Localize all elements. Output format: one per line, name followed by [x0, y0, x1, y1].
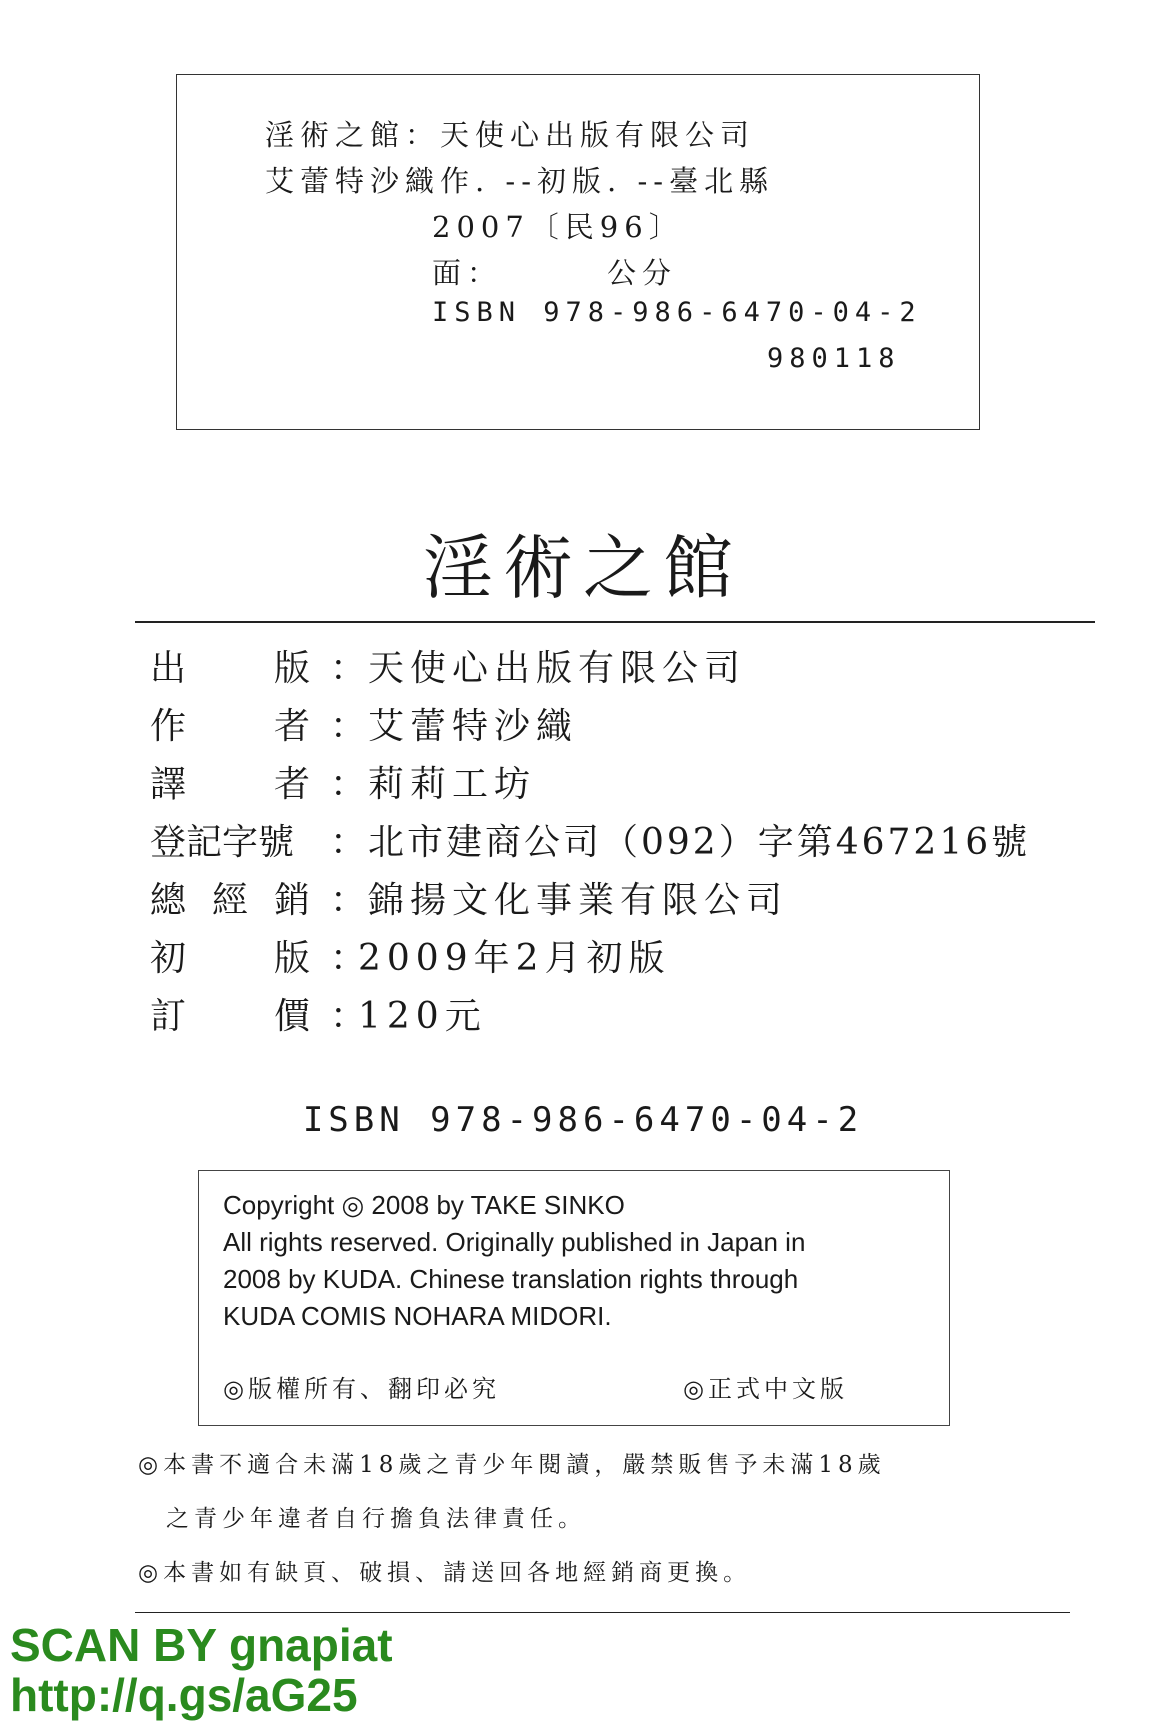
info-colon: ： [330, 764, 367, 805]
cip-title-publisher: 淫術之館：天使心出版有限公司 [265, 118, 756, 152]
info-label: 總 經 銷 [150, 880, 310, 921]
info-colon: ： [330, 938, 367, 979]
isbn: ISBN 978-986-6470-04-2 [302, 1100, 864, 1140]
scan-credit: SCAN BY gnapiat [10, 1619, 393, 1671]
copyright-line: KUDA COMIS NOHARA MIDORI. [223, 1301, 612, 1331]
info-colon: ： [330, 996, 367, 1037]
info-value-first-edition: 2009年2月初版 [358, 938, 671, 979]
copyright-box [198, 1170, 950, 1426]
info-colon: ： [330, 648, 367, 689]
copyright-line: Copyright ◎ 2008 by TAKE SINKO [223, 1190, 625, 1220]
cip-author-edition: 艾蕾特沙織作. --初版. --臺北縣 [265, 164, 775, 198]
info-label: 出 版 [150, 648, 310, 689]
info-colon: ： [330, 880, 367, 921]
scan-url[interactable]: http://q.gs/aG25 [10, 1669, 358, 1721]
cip-catalog-number: 980118 [767, 343, 901, 374]
age-restriction-notice: ◎本書不適合未滿18歲之青少年閱讀，嚴禁販售予未滿18歲 [138, 1452, 886, 1478]
cip-isbn: ISBN 978-986-6470-04-2 [432, 297, 922, 328]
cip-year: 2007〔民96〕 [432, 210, 684, 244]
info-value-author: 艾蕾特沙織 [368, 706, 579, 747]
title-divider [135, 621, 1095, 623]
rights-reserved-note: ◎版權所有、翻印必究 [223, 1375, 500, 1403]
cip-size-unit: 公分 [607, 256, 678, 290]
book-title: 淫術之館 [423, 527, 743, 609]
copyright-text [223, 1187, 805, 1335]
info-label: 初 版 [150, 938, 310, 979]
info-colon: ： [330, 822, 367, 863]
official-edition-note: ◎正式中文版 [683, 1375, 848, 1403]
info-label: 譯 者 [150, 764, 310, 805]
bottom-divider [135, 1612, 1070, 1613]
info-value-registration: 北市建商公司（092）字第467216號 [368, 822, 1031, 863]
info-colon: ： [330, 706, 367, 747]
info-value-distributor: 錦揚文化事業有限公司 [368, 880, 789, 921]
info-label: 訂 價 [150, 996, 310, 1037]
defect-exchange-notice: ◎本書如有缺頁、破損、請送回各地經銷商更換。 [138, 1560, 752, 1586]
info-label: 登記字號 [150, 822, 295, 863]
copyright-line: 2008 by KUDA. Chinese translation rights through [223, 1264, 799, 1294]
info-value-publisher: 天使心出版有限公司 [368, 648, 747, 689]
info-value-translator: 莉莉工坊 [368, 764, 537, 805]
age-restriction-notice-cont: 之青少年違者自行擔負法律責任。 [166, 1506, 586, 1532]
info-label: 作 者 [150, 706, 310, 747]
cip-box [176, 74, 980, 430]
cip-pages-label: 面： [432, 256, 503, 290]
info-value-price: 120元 [358, 996, 487, 1037]
copyright-line: All rights reserved. Originally published in Japan in [223, 1227, 806, 1257]
